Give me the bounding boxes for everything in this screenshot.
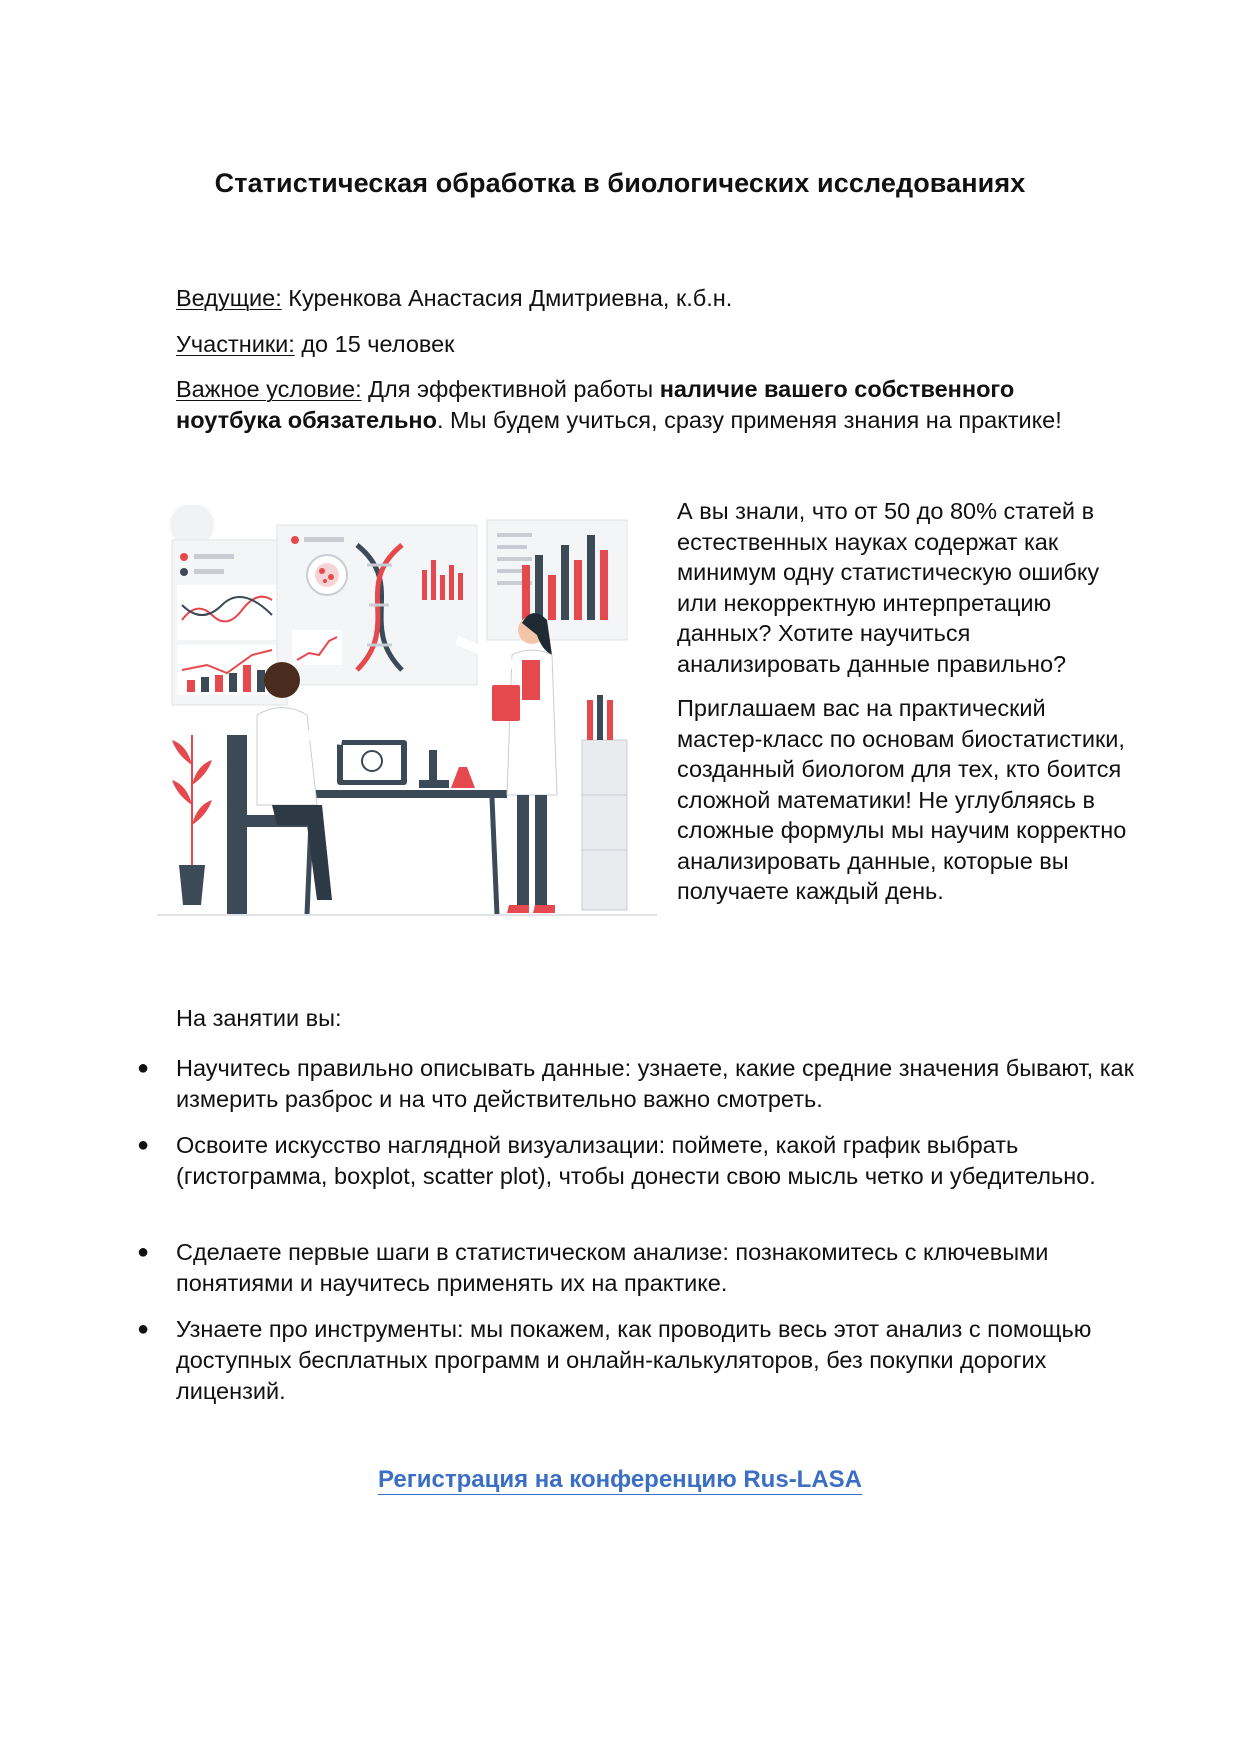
bullet-icon: ●	[137, 1318, 150, 1340]
page-title: Статистическая обработка в биологических исследованиях	[214, 168, 1026, 198]
list-item-text: Научитесь правильно описывать данные: узнаете, какие средние значения бывают, как измерить разброс и на что действительно важно смотреть.	[176, 1055, 1134, 1112]
registration-link-row	[0, 1466, 1240, 1494]
hosts-label: Ведущие:	[176, 285, 282, 311]
hosts-line	[176, 283, 732, 314]
bullet-icon: ●	[137, 1134, 150, 1156]
participants-line	[176, 329, 454, 360]
participants-value: до 15 человек	[294, 331, 455, 357]
list-item-text: Освоите искусство наглядной визуализации: поймете, какой график выбрать (гистограмма, boxplot, scatter plot), чтобы донести свою мысль четко и убедительно.	[176, 1132, 1096, 1189]
fact-paragraph-1: А вы знали, что от 50 до 80% статей в естественных науках содержат как минимум одну статистическую ошибку или некорректную интерпретацию данных? Хотите научиться анализировать данные правильно?	[677, 498, 1100, 677]
board-dna	[277, 525, 477, 685]
bullet-icon: ●	[137, 1241, 150, 1263]
condition-label: Важное условие:	[176, 376, 362, 402]
fact-block	[677, 496, 1137, 921]
bullet-icon: ●	[137, 1057, 150, 1079]
lab-illustration	[157, 505, 657, 925]
fact-paragraph-2: Приглашаем вас на практический мастер-класс по основам биостатистики, созданный биологом для тех, кто боится сложной математики! Не углубляясь в сложные формулы мы научим корректно анализировать данные, которые вы получаете каждый день.	[677, 695, 1127, 904]
lesson-intro: На занятии вы:	[176, 1005, 342, 1031]
condition-bold-1: наличие вашего собственного	[659, 376, 1015, 402]
board-bar-charts	[487, 520, 627, 640]
condition-paragraph	[176, 374, 1136, 436]
condition-bold-2: ноутбука обязательно	[176, 407, 437, 433]
registration-link[interactable]: Регистрация на конференцию Rus-LASA	[377, 1466, 863, 1493]
hosts-value: Куренкова Анастасия Дмитриевна, к.б.н.	[281, 285, 733, 311]
list-item-text: Узнаете про инструменты: мы покажем, как проводить весь этот анализ с помощью доступных бесплатных программ и онлайн-калькуляторов, без покупки дорогих лицензий.	[176, 1316, 1092, 1404]
participants-label: Участники:	[176, 331, 295, 357]
condition-text-2: . Мы будем учиться, сразу применяя знания на практике!	[436, 407, 1062, 433]
list-item-text: Сделаете первые шаги в статистическом анализе: познакомитесь с ключевыми понятиями и научитесь применять их на практике.	[176, 1239, 1049, 1296]
condition-text-1: Для эффективной работы	[361, 376, 660, 402]
